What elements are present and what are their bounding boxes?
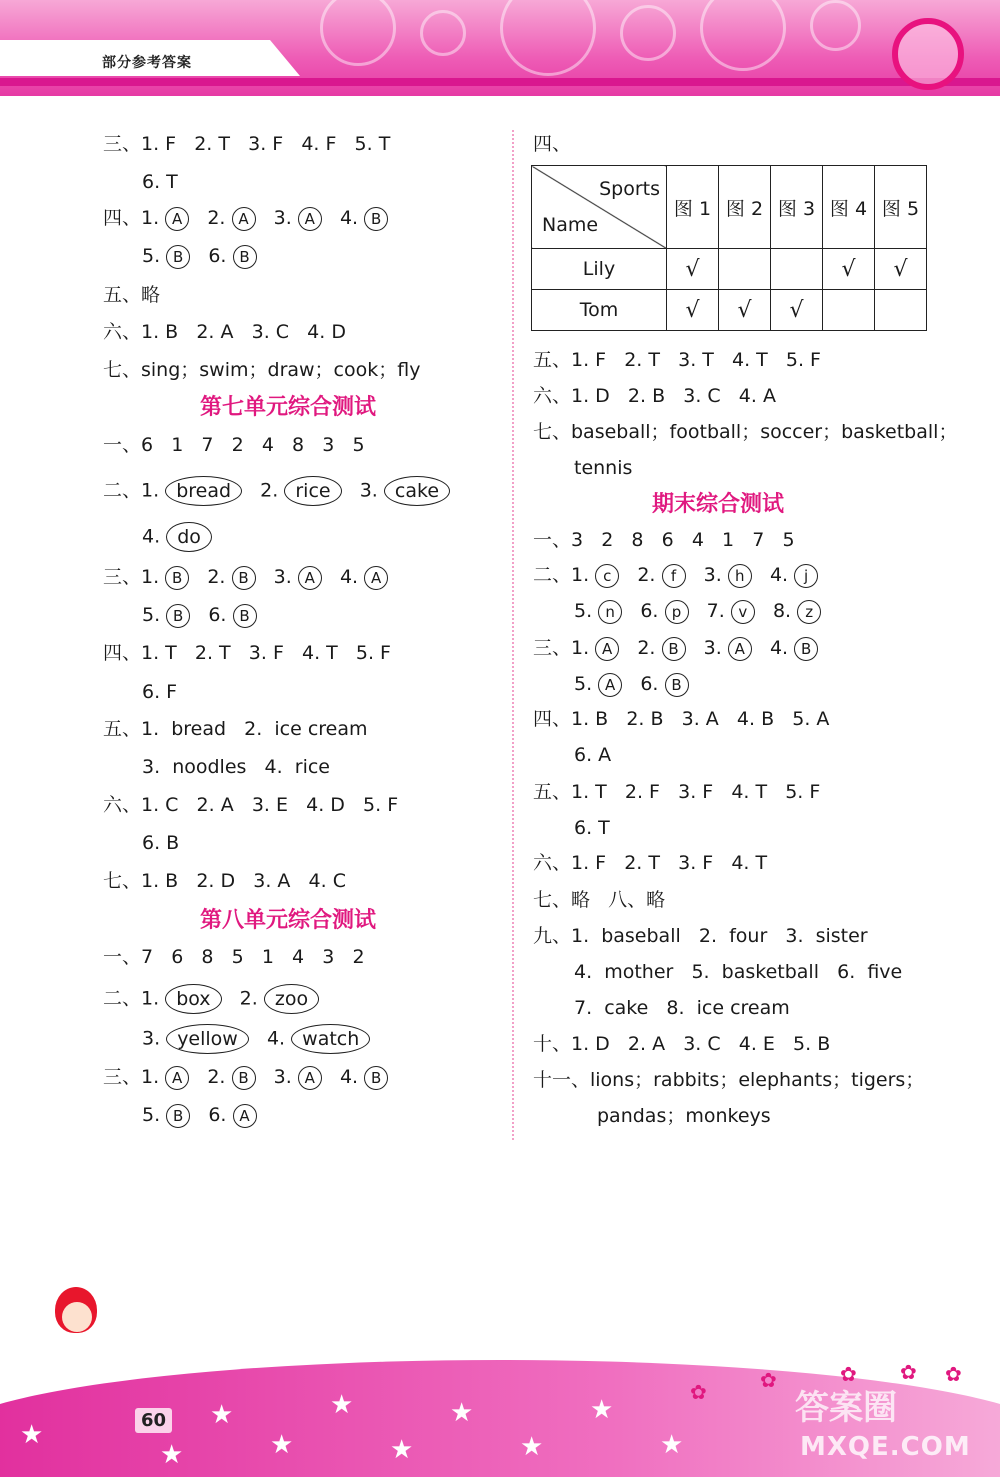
answer-line: 五、1. bread 2. ice cream <box>103 718 368 740</box>
table-cell <box>719 249 771 290</box>
circled-answer: A <box>728 637 752 661</box>
circled-answer: f <box>662 564 686 588</box>
table-cell: √ <box>823 249 875 290</box>
answer-line: 四、1. B 2. B 3. A 4. B 5. A <box>533 708 830 730</box>
decor-bubble <box>320 0 396 66</box>
circled-word: box <box>165 984 221 1014</box>
answer-line: 4. mother 5. basketball 6. five <box>574 961 903 983</box>
column-header: 图 4 <box>823 166 875 249</box>
section-title-unit7: 第七单元综合测试 <box>200 395 377 420</box>
star-icon: ★ <box>20 1420 44 1450</box>
circled-word: rice <box>284 476 341 506</box>
decor-bubble <box>500 0 596 76</box>
circled-answer: B <box>232 1066 256 1090</box>
answer-line: 3. yellow 4. watch <box>142 1024 370 1054</box>
header-sports: Sports <box>599 178 660 200</box>
answer-line: 四、1. T 2. T 3. F 4. T 5. F <box>103 642 391 664</box>
circled-answer: A <box>364 566 388 590</box>
circled-word: yellow <box>166 1024 249 1054</box>
circled-answer: h <box>728 564 752 588</box>
answer-line: 五、1. F 2. T 3. T 4. T 5. F <box>533 349 821 371</box>
table-cell <box>823 290 875 331</box>
circled-word: watch <box>291 1024 370 1054</box>
table-corner-header <box>532 166 667 249</box>
answer-line: 6. F <box>142 681 178 703</box>
sports-table <box>531 165 927 331</box>
answer-line: 5. B 6. A <box>142 1103 257 1128</box>
answer-line: pandas；monkeys <box>597 1105 771 1127</box>
table-cell: √ <box>667 290 719 331</box>
circled-answer: B <box>233 604 257 628</box>
answer-line: 3. noodles 4. rice <box>142 756 330 778</box>
table-cell: √ <box>875 249 927 290</box>
star-icon: ★ <box>390 1435 414 1465</box>
circled-answer: z <box>797 600 821 624</box>
decor-bubble <box>810 0 861 51</box>
answer-line: 二、1. c 2. f 3. h 4. j <box>533 563 818 588</box>
circled-answer: c <box>595 564 619 588</box>
answer-line: 三、1. A 2. B 3. A 4. B <box>103 1065 388 1090</box>
circled-answer: A <box>595 637 619 661</box>
answer-line: 一、6 1 7 2 4 8 3 5 <box>103 434 365 456</box>
answer-line: 五、略 <box>103 284 161 306</box>
flower-icon: ✿ <box>840 1362 857 1386</box>
star-icon: ★ <box>450 1398 474 1428</box>
circled-answer: B <box>665 673 689 697</box>
column-header: 图 5 <box>875 166 927 249</box>
table-cell <box>875 290 927 331</box>
girl-face <box>62 1302 92 1332</box>
table-row <box>532 249 927 290</box>
circled-answer: B <box>364 207 388 231</box>
circled-word: zoo <box>264 984 319 1014</box>
answer-line: 十、1. D 2. A 3. C 4. E 5. B <box>533 1033 831 1055</box>
circled-answer: B <box>165 566 189 590</box>
answer-line: 七、baseball；football；soccer；basketball； <box>533 421 958 443</box>
circled-answer: B <box>166 1104 190 1128</box>
answer-line: 5. n 6. p 7. v 8. z <box>574 599 821 624</box>
answer-line: 九、1. baseball 2. four 3. sister <box>533 925 868 947</box>
circled-answer: A <box>165 1066 189 1090</box>
answer-line: 三、1. A 2. B 3. A 4. B <box>533 636 818 661</box>
answer-line: 6. B <box>142 832 180 854</box>
column-header: 图 2 <box>719 166 771 249</box>
answer-line: 5. B 6. B <box>142 603 257 628</box>
answer-line: 5. A 6. B <box>574 672 689 697</box>
circled-answer: A <box>233 1104 257 1128</box>
circled-answer: v <box>731 600 755 624</box>
answer-line: 二、1. box 2. zoo <box>103 984 319 1014</box>
circled-answer: B <box>232 566 256 590</box>
answer-line: 七、1. B 2. D 3. A 4. C <box>103 870 346 892</box>
circled-answer: B <box>166 245 190 269</box>
answer-line: 六、1. B 2. A 3. C 4. D <box>103 321 346 343</box>
circled-answer: B <box>233 245 257 269</box>
section-title-final: 期末综合测试 <box>652 492 785 517</box>
header-stripe <box>0 78 1000 86</box>
page-number: 60 <box>135 1408 172 1433</box>
answer-line: 7. cake 8. ice cream <box>574 997 790 1019</box>
answer-line: 五、1. T 2. F 3. F 4. T 5. F <box>533 781 821 803</box>
table-row <box>532 290 927 331</box>
answer-line: 6. A <box>574 744 612 766</box>
circled-answer: j <box>794 564 818 588</box>
circled-answer: A <box>298 1066 322 1090</box>
answer-line: 六、1. F 2. T 3. F 4. T <box>533 852 768 874</box>
decor-bubble <box>420 10 466 56</box>
decor-bubble <box>620 5 676 61</box>
star-icon: ★ <box>520 1432 544 1462</box>
header-ring-decoration <box>892 18 964 90</box>
circled-answer: A <box>165 207 189 231</box>
page-header-title: 部分参考答案 <box>102 55 192 71</box>
star-icon: ★ <box>330 1390 354 1420</box>
answer-line: 5. B 6. B <box>142 244 257 269</box>
circled-answer: A <box>598 673 622 697</box>
answer-line: 七、略 八、略 <box>533 889 666 911</box>
circled-word: cake <box>384 476 450 506</box>
circled-answer: p <box>665 600 689 624</box>
star-icon: ★ <box>660 1430 684 1460</box>
row-name: Tom <box>532 290 667 331</box>
star-icon: ★ <box>210 1400 234 1430</box>
column-header: 图 3 <box>771 166 823 249</box>
answer-line: 6. T <box>574 817 610 839</box>
column-divider <box>512 130 514 1140</box>
table-cell: √ <box>667 249 719 290</box>
decor-bubble <box>700 0 786 71</box>
star-icon: ★ <box>160 1440 184 1470</box>
answer-line: 四、1. A 2. A 3. A 4. B <box>103 206 388 231</box>
answer-line: 十一、lions；rabbits；elephants；tigers； <box>533 1069 925 1091</box>
answer-line: 七、sing；swim；draw；cook；fly <box>103 359 421 381</box>
answer-line: 一、7 6 8 5 1 4 3 2 <box>103 946 365 968</box>
flower-icon: ✿ <box>945 1362 962 1386</box>
watermark-logo: 答案圈 <box>795 1388 897 1428</box>
answer-line: 二、1. bread 2. rice 3. cake <box>103 476 450 506</box>
row-name: Lily <box>532 249 667 290</box>
circled-word: bread <box>165 476 242 506</box>
star-icon: ★ <box>590 1395 614 1425</box>
answer-line: 六、1. D 2. B 3. C 4. A <box>533 385 776 407</box>
answer-line: 4. do <box>142 522 212 552</box>
circled-answer: B <box>166 604 190 628</box>
header-name: Name <box>542 214 599 236</box>
answer-line: 三、1. F 2. T 3. F 4. F 5. T <box>103 133 391 155</box>
circled-word: do <box>166 522 212 552</box>
watermark-url: MXQE.COM <box>800 1432 971 1462</box>
circled-answer: B <box>364 1066 388 1090</box>
circled-answer: B <box>794 637 818 661</box>
circled-answer: A <box>298 207 322 231</box>
flower-icon: ✿ <box>690 1380 707 1404</box>
answer-line: 6. T <box>142 171 178 193</box>
circled-answer: n <box>598 600 622 624</box>
flower-icon: ✿ <box>760 1368 777 1392</box>
answer-line: 三、1. B 2. B 3. A 4. A <box>103 565 388 590</box>
column-header: 图 1 <box>667 166 719 249</box>
circled-answer: A <box>232 207 256 231</box>
table-cell: √ <box>719 290 771 331</box>
answer-line: 一、3 2 8 6 4 1 7 5 <box>533 529 795 551</box>
table-cell <box>771 249 823 290</box>
page-header <box>0 0 1000 96</box>
answer-line: 六、1. C 2. A 3. E 4. D 5. F <box>103 794 399 816</box>
answer-line: tennis <box>574 457 633 479</box>
circled-answer: B <box>662 637 686 661</box>
flower-icon: ✿ <box>900 1360 917 1384</box>
section-title-unit8: 第八单元综合测试 <box>200 908 377 933</box>
table-cell: √ <box>771 290 823 331</box>
circled-answer: A <box>298 566 322 590</box>
star-icon: ★ <box>270 1430 294 1460</box>
answer-line: 四、 <box>533 133 572 155</box>
